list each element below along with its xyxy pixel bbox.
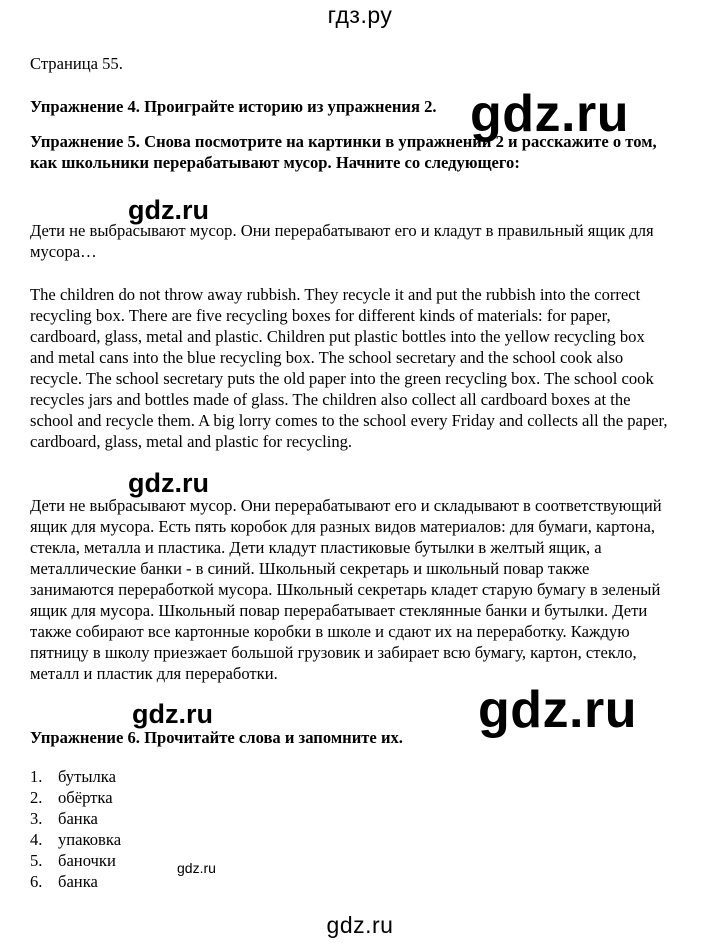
exercise-5-title: Упражнение 5. Снова посмотрите на картинки в упражнении 2 и расскажите о том, как школьники перерабатывают мусор. Начните со следующего: [30, 132, 657, 172]
list-item-number: 1. [30, 767, 43, 786]
watermark: gdz.ru [128, 195, 209, 225]
list-item-word: баночки [58, 851, 116, 870]
list-item-word: обёртка [58, 788, 113, 807]
exercise-5-russian-text: Дети не выбрасывают мусор. Они перерабатывают его и складывают в соответствующий ящик для мусора. Есть пять коробок для разных видов материалов: для бумаги, картона, стекла, металла и пластика. Дети кладут пластиковые бутылки в желтый ящик, а металлические банки - в синий. Школьный секретарь и школьный повар также занимаются переработкой мусора. Школьный секретарь кладет старую бумагу в зеленый ящик для мусора. Школьный повар перерабатывает стеклянные банки и бутылки. Дети также собирают все картонные коробки в школе и сдают их на переработку. Каждую пятницу в школу приезжает большой грузовик и забирает всю бумагу, картон, стекло, металл и пластик для переработки. [30, 496, 662, 683]
site-footer: gdz.ru [326, 912, 394, 938]
watermark: gdz.ru [470, 85, 629, 143]
page-number: Страница 55. [30, 54, 123, 73]
watermark: gdz.ru [128, 468, 209, 498]
list-item [30, 808, 330, 829]
list-item-number: 6. [30, 872, 43, 891]
watermark: gdz.ru [132, 699, 213, 729]
list-item-word: бутылка [58, 767, 116, 786]
list-item-number: 3. [30, 809, 43, 828]
watermark: gdz.ru [177, 860, 216, 876]
list-item [30, 787, 330, 808]
list-item [30, 766, 330, 787]
exercise-5-intro: Дети не выбрасывают мусор. Они перерабатывают его и кладут в правильный ящик для мусора… [30, 221, 654, 261]
list-item-word: банка [58, 809, 98, 828]
list-item-number: 2. [30, 788, 43, 807]
site-header: гдз.ру [327, 2, 393, 28]
exercise-4-title: Упражнение 4. Проиграйте историю из упражнения 2. [30, 97, 437, 116]
watermark: gdz.ru [478, 681, 637, 739]
list-item-number: 4. [30, 830, 43, 849]
list-item-word: упаковка [58, 830, 122, 849]
list-item-number: 5. [30, 851, 43, 870]
exercise-5-english-text: The children do not throw away rubbish. They recycle it and put the rubbish into the correct recycling box. There are five recycling boxes for different kinds of materials: for paper, cardboard, glass, metal and plastic. Children put plastic bottles into the yellow recycling box and metal cans into the blue recycling box. The school secretary and the school cook also recycle. The school secretary puts the old paper into the green recycling box. The school cook recycles jars and bottles made of glass. The children also collect all cardboard boxes at the school and recycle them. A big lorry comes to the school every Friday and collects all the paper, cardboard, glass, metal and plastic for recycling. [30, 285, 668, 451]
exercise-6-title: Упражнение 6. Прочитайте слова и запомните их. [30, 728, 403, 747]
list-item [30, 829, 330, 850]
list-item-word: банка [58, 872, 98, 891]
